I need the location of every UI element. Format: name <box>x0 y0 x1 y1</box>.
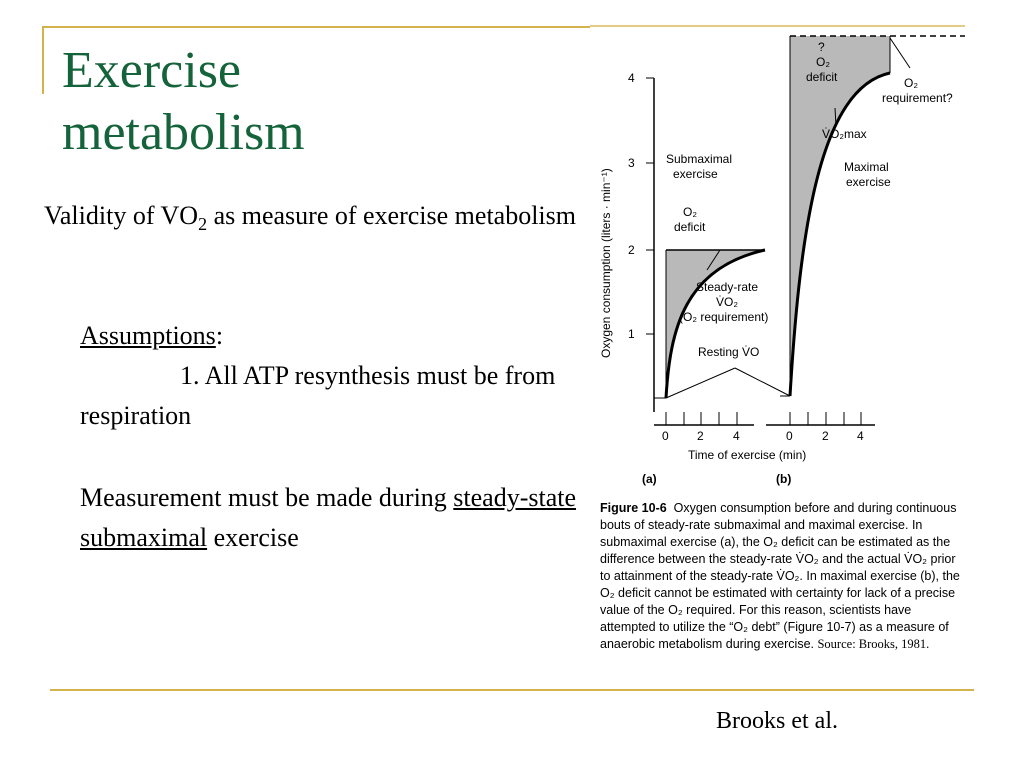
x-tick-a-0: 0 <box>662 429 669 443</box>
y-tick-label-2: 2 <box>628 243 635 257</box>
caption-head: Figure 10-6 <box>600 501 667 515</box>
credit-text: Brooks et al. <box>716 708 838 734</box>
title-accent-vertical-line <box>42 26 44 94</box>
measurement-pre: Measurement must be made during <box>80 483 454 512</box>
title-line-1: Exercise <box>62 42 242 99</box>
measurement-underlined: steady-state submaximal <box>80 483 577 552</box>
measurement-block <box>80 478 580 558</box>
panel-a-label: (a) <box>642 472 657 486</box>
label-resting-vo: Resting V̇O <box>698 345 760 359</box>
assumptions-heading: Assumptions <box>80 321 216 350</box>
assumptions-colon: : <box>215 321 224 350</box>
y-tick-label-4: 4 <box>628 71 635 85</box>
oxygen-consumption-diagram <box>590 28 970 498</box>
intro-post: as measure of exercise metabolism <box>207 201 576 230</box>
x-tick-b-2: 2 <box>822 429 829 443</box>
label-o2-deficit-b-1: O₂ <box>816 55 830 69</box>
intro-sub: 2 <box>198 214 208 235</box>
x-tick-b-4: 4 <box>857 429 864 443</box>
footer-line <box>50 689 974 691</box>
label-vo2max: V̇O₂max <box>822 127 867 141</box>
label-submaximal: Submaximal <box>666 152 733 166</box>
x-tick-a-4: 4 <box>733 429 740 443</box>
slide-title <box>62 40 305 164</box>
label-o2-deficit-b-2: deficit <box>806 70 838 84</box>
assumptions-block <box>80 316 580 436</box>
x-axis-label: Time of exercise (min) <box>688 448 807 462</box>
intro-paragraph <box>44 196 584 244</box>
label-o2-deficit-a-2: deficit <box>674 220 706 234</box>
assumption-1: 1. All ATP resynthesis must be from respiration <box>80 361 556 430</box>
figure-10-6 <box>590 28 970 680</box>
x-tick-a-2: 2 <box>697 429 704 443</box>
label-o2-requirement-q1: O₂ <box>904 76 918 90</box>
y-axis-label: Oxygen consumption (liters · min⁻¹) <box>599 168 613 358</box>
label-maximal: Maximal <box>844 160 889 174</box>
label-o2-deficit-a-1: O₂ <box>683 205 697 219</box>
label-steady-vo2: V̇O₂ <box>716 295 738 309</box>
label-submaximal-exercise: exercise <box>673 167 718 181</box>
resting-pointer-b <box>735 368 790 396</box>
panel-b-deficit-area <box>790 36 890 396</box>
measurement-post: exercise <box>207 523 299 552</box>
label-steady-rate: Steady-rate <box>696 280 759 294</box>
label-maximal-exercise: exercise <box>846 175 891 189</box>
figure-top-line <box>590 25 965 27</box>
requirement-pointer <box>890 38 910 68</box>
x-ticks-a <box>666 412 737 425</box>
x-ticks-b <box>790 412 861 425</box>
resting-pointer-a <box>666 368 735 398</box>
figure-caption <box>600 500 962 653</box>
label-question: ? <box>818 40 825 54</box>
caption-body: Oxygen consumption before and during continuous bouts of steady-rate submaximal and maximal exercise. In submaximal exercise (a), the O₂ deficit can be estimated as the difference between the steady-rate V̇O₂ and the actual V̇O₂ prior to attainment of the steady-rate V̇O₂. In maximal exercise (b), the O₂ deficit cannot be estimated with certainty for lack of a precise value of the O₂ required. For this reason, scientists have attempted to utilize the “O₂ debt” (Figure 10-7) as a measure of anaerobic metabolism during exercise. <box>600 501 960 651</box>
panel-b-label: (b) <box>776 472 792 486</box>
y-tick-label-1: 1 <box>628 327 635 341</box>
title-accent-horizontal-line <box>42 26 590 28</box>
label-o2-requirement: (O₂ requirement) <box>679 310 769 324</box>
y-tick-label-3: 3 <box>628 156 635 170</box>
x-tick-b-0: 0 <box>786 429 793 443</box>
label-o2-requirement-q2: requirement? <box>882 91 953 105</box>
intro-pre: Validity of VO <box>44 201 199 230</box>
title-line-2: metabolism <box>62 104 305 161</box>
caption-source: Source: Brooks, 1981. <box>817 637 930 651</box>
